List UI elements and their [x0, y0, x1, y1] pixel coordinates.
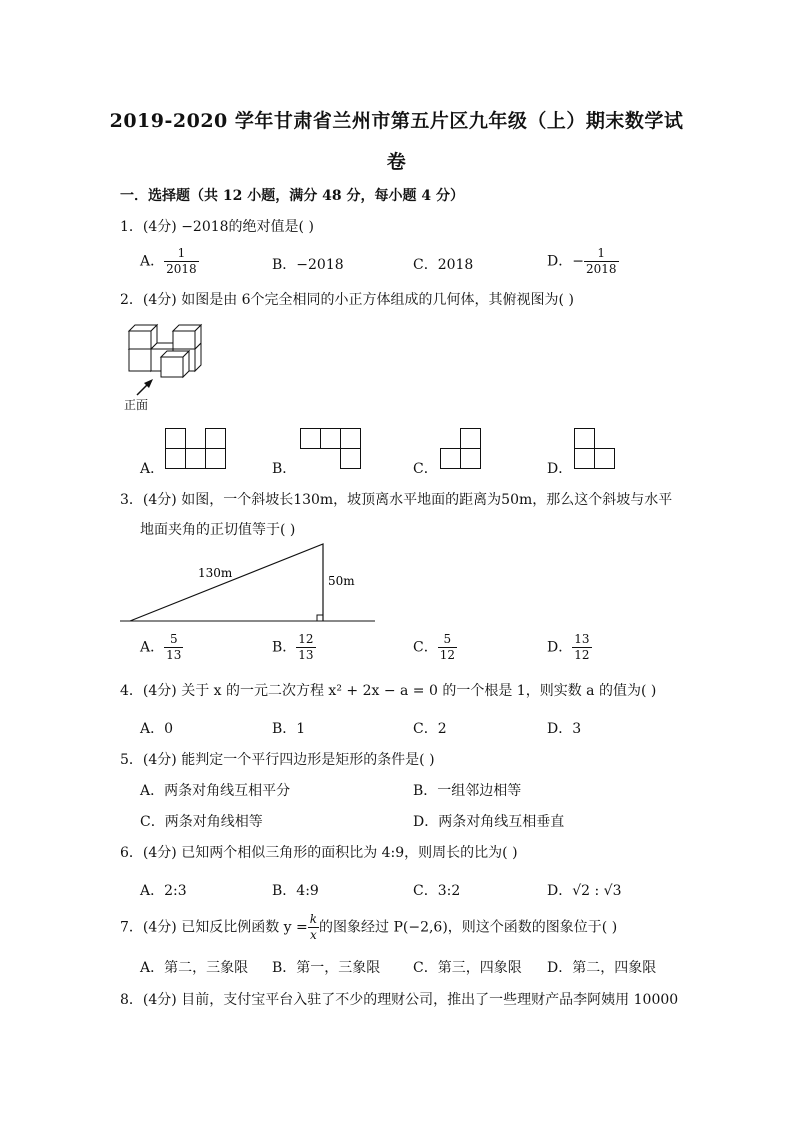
q6-option-c: C．3:2 — [413, 883, 461, 899]
question-7-stem: 7．(4分) 已知反比例函数 y = $\frac{k}{x}$ 的图象经过 P(−2,6)，则这个函数的图象位于( ) — [120, 912, 618, 942]
q4-option-a: A．0 — [140, 721, 174, 737]
q1-option-a: A． $\frac{1}{2018}$ — [140, 246, 197, 276]
slope-triangle-figure — [120, 540, 380, 630]
exam-title-line2: 卷 — [386, 151, 407, 173]
q5-option-c: C．两条对角线相等 — [140, 814, 263, 830]
q2-option-b-figure — [300, 428, 362, 470]
q2-option-d-label: D． — [547, 461, 573, 477]
q2-option-a-figure — [165, 428, 227, 470]
question-4-stem: 4．(4分) 关于 x 的一元二次方程 x² + 2x − a = 0 的一个根是 1，则实数 a 的值为( ) — [120, 683, 657, 699]
q3-option-b: B． $\frac{12}{13}$ — [272, 632, 314, 662]
question-6-stem: 6．(4分) 已知两个相似三角形的面积比为 4:9，则周长的比为( ) — [120, 845, 518, 861]
q7-option-b: B．第一，三象限 — [272, 960, 381, 976]
q6-option-a: A．2:3 — [140, 883, 187, 899]
q2-option-c-label: C． — [413, 461, 438, 477]
q2-option-c-figure — [440, 428, 502, 470]
q3-option-c: C． $\frac{5}{12}$ — [413, 632, 455, 662]
q5-option-d: D．两条对角线互相垂直 — [413, 814, 565, 830]
q7-option-d: D．第二，四象限 — [547, 960, 657, 976]
q1-option-d: D．− $\frac{1}{2018}$ — [547, 246, 617, 276]
q6-option-b: B．4:9 — [272, 883, 319, 899]
q7-option-a: A．第二，三象限 — [140, 960, 249, 976]
q4-option-d: D．3 — [547, 721, 582, 737]
q6-option-d: D．√2 : √3 — [547, 883, 622, 899]
q5-option-b: B．一组邻边相等 — [413, 783, 522, 799]
section-heading: 一．选择题（共 12 小题，满分 48 分，每小题 4 分） — [120, 188, 464, 204]
q4-option-c: C．2 — [413, 721, 447, 737]
question-8-stem: 8．(4分) 目前，支付宝平台入驻了不少的理财公司，推出了一些理财产品李阿姨用 10000 — [120, 992, 679, 1008]
q2-option-a-label: A． — [140, 461, 165, 477]
q5-option-a: A．两条对角线互相平分 — [140, 783, 291, 799]
q7-option-c: C．第三，四象限 — [413, 960, 522, 976]
question-3-stem-line2: 地面夹角的正切值等于( ) — [140, 522, 296, 538]
height-label: 50m — [328, 574, 355, 588]
q1-option-b: B．−2018 — [272, 257, 344, 273]
q2-option-d-figure — [574, 428, 636, 470]
q3-option-d: D． $\frac{13}{12}$ — [547, 632, 590, 662]
question-3-stem-line1: 3．(4分) 如图，一个斜坡长130m，坡顶离水平地面的距离为50m，那么这个斜坡与水平 — [120, 492, 673, 508]
q1-option-c: C．2018 — [413, 257, 474, 273]
q4-option-b: B．1 — [272, 721, 306, 737]
exam-title-line1: 2019-2020 学年甘肃省兰州市第五片区九年级（上）期末数学试 — [109, 110, 684, 132]
slope-length-label: 130m — [198, 566, 233, 580]
q3-option-a: A． $\frac{5}{13}$ — [140, 632, 182, 662]
question-1-stem: 1．(4分) −2018的绝对值是( ) — [120, 219, 314, 235]
question-2-stem: 2．(4分) 如图是由 6个完全相同的小正方体组成的几何体，其俯视图为( ) — [120, 292, 574, 308]
front-view-label: 正面 — [124, 398, 149, 412]
q2-option-b-label: B． — [272, 461, 297, 477]
question-5-stem: 5．(4分) 能判定一个平行四边形是矩形的条件是( ) — [120, 752, 435, 768]
